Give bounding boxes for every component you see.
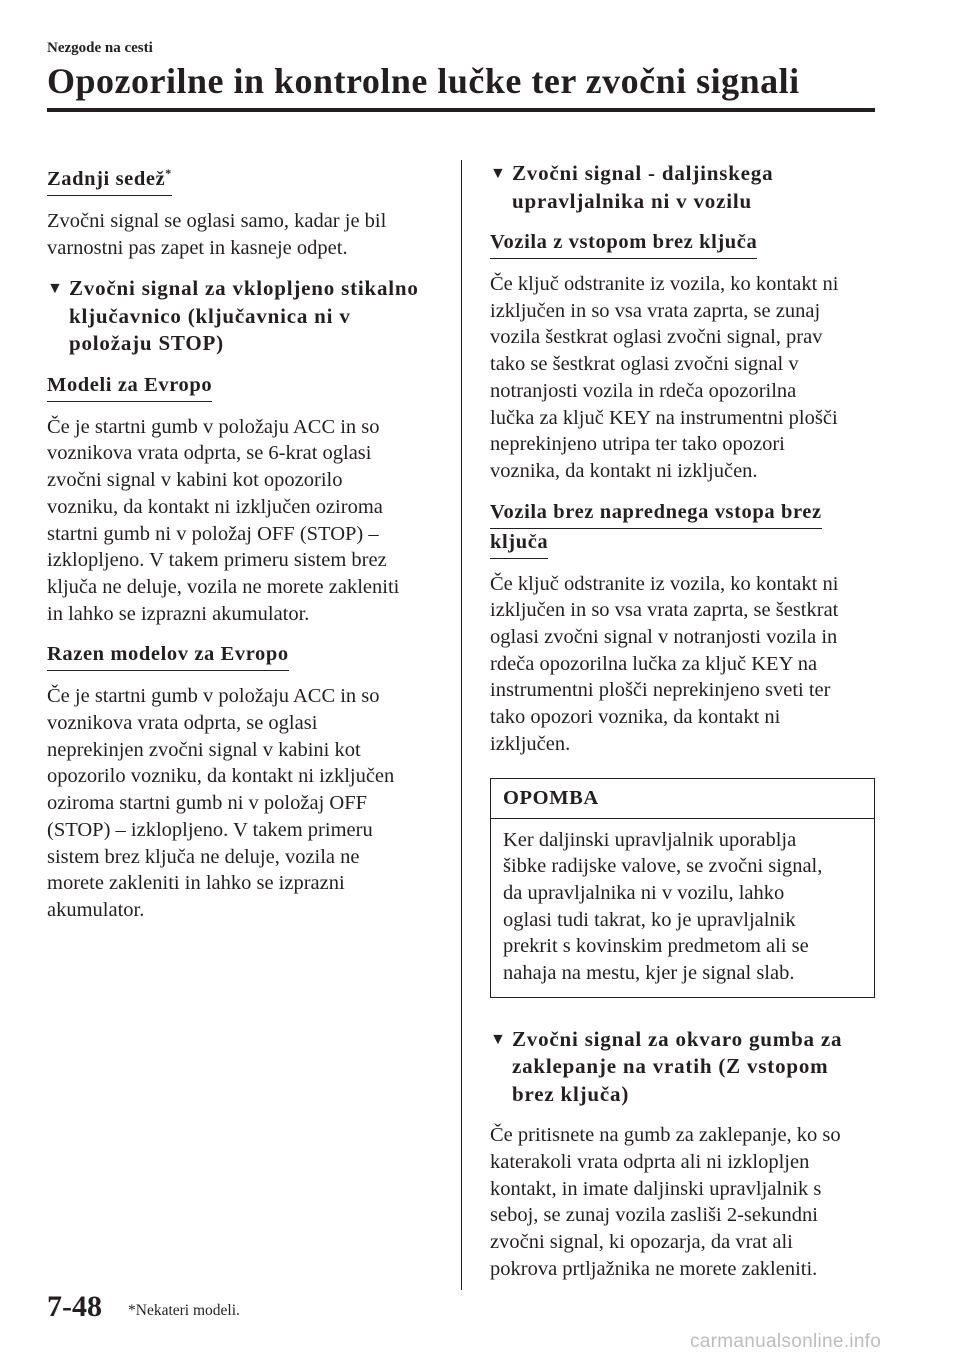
non-europe-paragraph: Če je startni gumb v položaju ACC in so voznikova vrata odprta, se oglasi neprekinjen zvočni signal v kabini kot opozorilo vozniku, da kontakt ni izključen oziroma startni gumb ni v položaj OFF (STOP) – izklopljeno. V takem primeru sistem brez ključa ne deluje, vozila ne morete zakleniti in lahko se izprazni akumulator. <box>47 685 395 921</box>
no-advanced-keyless-subheading: Vozila brez naprednega vstopa brez ključa <box>490 499 875 559</box>
triangle-down-icon: ▼ <box>490 165 507 182</box>
keyless-subheading: Vozila z vstopom brez ključa <box>490 229 757 259</box>
note-box <box>490 778 875 998</box>
europe-subheading: Modeli za Evropo <box>47 372 212 402</box>
footnote-mark: * <box>165 166 172 180</box>
europe-paragraph: Če je startni gumb v položaju ACC in so voznikova vrata odprta, se 6-krat oglasi zvočni signal v kabini kot opozorilo vozniku, da kontakt ni izključen oziroma startni gumb ni v položaj OFF (STOP) – izklopljeno. V takem primeru sistem brez ključa ne deluje, vozila ne morete zakleniti in lahko se izprazni akumulator. <box>47 415 400 625</box>
footnote: *Nekateri modeli. <box>128 1302 240 1319</box>
lock-button-heading <box>490 1026 875 1109</box>
section-label: Nezgode na cesti <box>47 40 153 56</box>
remote-heading <box>490 160 875 215</box>
triangle-down-icon: ▼ <box>490 1030 507 1048</box>
left-column <box>47 160 439 938</box>
no-advanced-keyless-paragraph: Če ključ odstranite iz vozila, ko kontakt ni izključen in so vsa vrata zaprta, se šestkrat oglasi zvočni signal v notranjosti vozila in rdeča opozorilna lučka za ključ KEY na instrumentni plošči neprekinjeno sveti ter tako opozori voznika, da kontakt ni izključen. <box>490 572 839 755</box>
page-number: 7-48 <box>47 1290 102 1323</box>
ignition-heading-text: Zvočni signal za vklopljeno stikalno ključavnico (ključavnica ni v položaju STOP) <box>69 276 419 356</box>
rear-seat-subheading <box>47 160 172 196</box>
page-title: Opozorilne in kontrolne lučke ter zvočni signali <box>47 61 800 101</box>
remote-heading-text: Zvočni signal - daljinskega upravljalnika ni v vozilu <box>512 161 774 213</box>
column-divider <box>461 160 462 1290</box>
keyless-paragraph: Če ključ odstranite iz vozila, ko kontakt ni izključen in so vsa vrata zaprta, se zunaj vozila šestkrat oglasi zvočni signal, prav tako se šestkrat oglasi zvočni signal v notranjosti vozila in rdeča opozorilna lučka za ključ KEY na instrumentni plošči neprekinjeno utripa ter tako opozori voznika, da kontakt ni izključen. <box>490 273 839 482</box>
lock-button-paragraph: Če pritisnete na gumb za zaklepanje, ko so katerakoli vrata odprta ali ni izklopljen kontakt, in imate daljinski upravljalnik s seboj, se zunaj vozila zasliši 2-sekundni zvočni signal, ki opozarja, da vrat ali pokrova prtljažnika ne morete zakleniti. <box>490 1124 841 1280</box>
right-column <box>490 160 875 1296</box>
ignition-heading <box>47 275 439 358</box>
lock-button-heading-text: Zvočni signal za okvaro gumba za zaklepanje na vratih (Z vstopom brez ključa) <box>512 1026 843 1106</box>
rear-seat-paragraph: Zvočni signal se oglasi samo, kadar je bil varnostni pas zapet in kasneje odpet. <box>47 209 387 259</box>
rear-seat-heading-text: Zadnji sedež <box>47 167 166 190</box>
note-body: Ker daljinski upravljalnik uporablja šibke radijske valove, se zvočni signal, da upravljalnika ni v vozilu, lahko oglasi tudi takrat, ko je upravljalnik prekrit s kovinskim predmetom ali se nahaja na mestu, kjer je signal slab. <box>503 828 823 985</box>
note-title: OPOMBA <box>491 779 874 819</box>
non-europe-subheading: Razen modelov za Evropo <box>47 641 289 671</box>
header-rule <box>47 108 875 112</box>
watermark: carmanualsonline.info <box>690 1331 882 1352</box>
triangle-down-icon: ▼ <box>47 280 64 298</box>
